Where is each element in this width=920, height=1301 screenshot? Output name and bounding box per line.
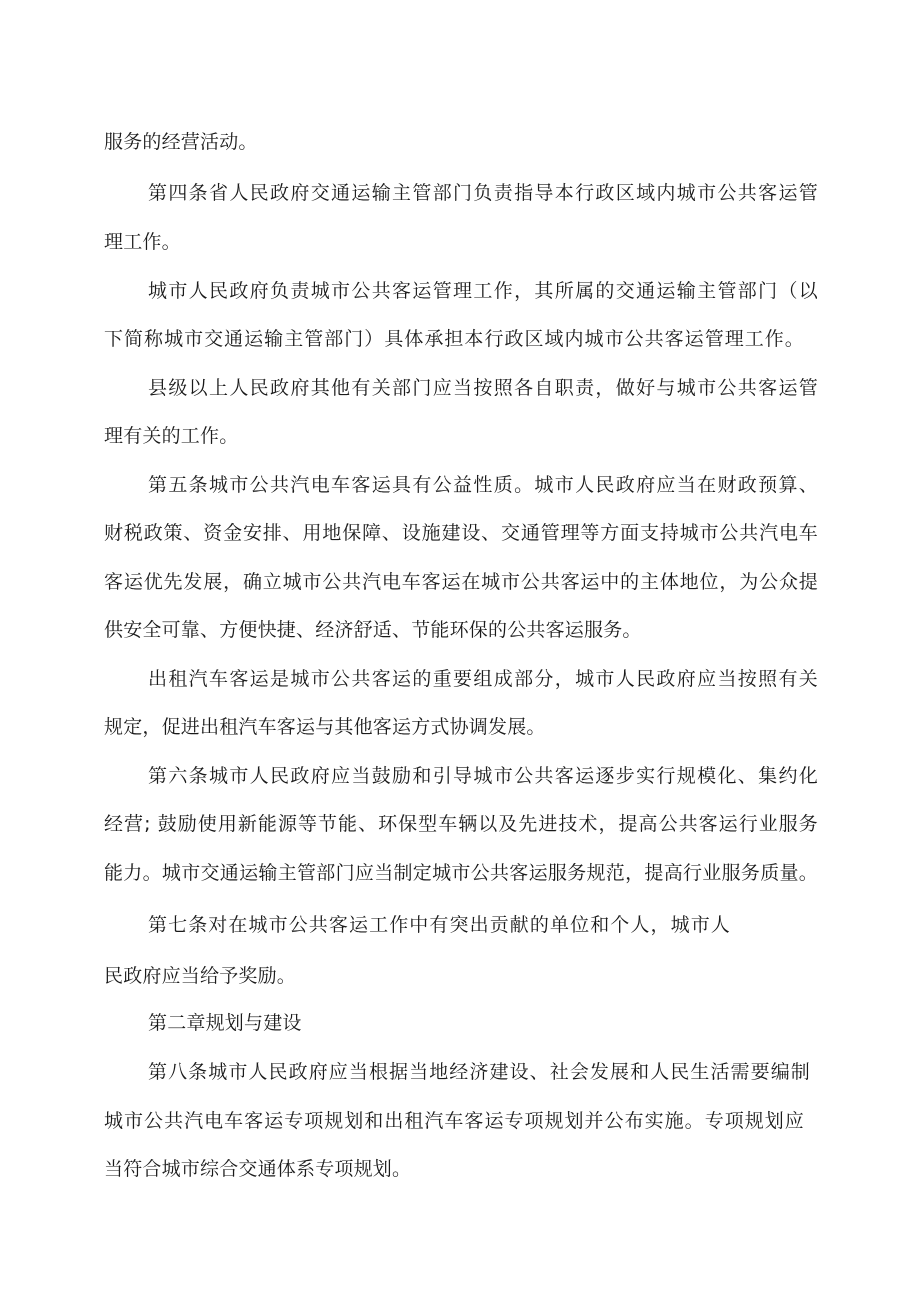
article-8-line: 第八条城市人民政府应当根据当地经济建设、社会发展和人民生活需要编制	[148, 1061, 810, 1083]
text-line: 城市公共汽电车客运专项规划和出租汽车客运专项规划并公布实施。专项规划应	[104, 1110, 804, 1132]
text-line: 服务的经营活动。	[104, 131, 258, 153]
text-line: 下简称城市交通运输主管部门）具体承担本行政区域内城市公共客运管理工作。	[104, 328, 804, 350]
text-line: 经营; 鼓励使用新能源等节能、环保型车辆以及先进技术，提高公共客运行业服务	[104, 813, 818, 835]
text-line: 财税政策、资金安排、用地保障、设施建设、交通管理等方面支持城市公共汽电车	[104, 522, 818, 544]
text-line: 理有关的工作。	[104, 425, 239, 447]
text-line: 供安全可靠、方便快捷、经济舒适、节能环保的公共客运服务。	[104, 619, 642, 641]
article-5-line: 第五条城市公共汽电车客运具有公益性质。城市人民政府应当在财政预算、	[148, 474, 818, 496]
text-line: 城市人民政府负责城市公共客运管理工作，其所属的交通运输主管部门（以	[148, 280, 818, 302]
text-line: 民政府应当给予奖励。	[104, 965, 297, 987]
text-line: 规定，促进出租汽车客运与其他客运方式协调发展。	[104, 716, 546, 738]
text-line: 客运优先发展，确立城市公共汽电车客运在城市公共客运中的主体地位，为公众提	[104, 571, 818, 593]
text-line: 理工作。	[104, 231, 181, 253]
text-line: 当符合城市综合交通体系专项规划。	[104, 1158, 412, 1180]
article-4-line: 第四条省人民政府交通运输主管部门负责指导本行政区域内城市公共客运管	[148, 182, 818, 204]
text-line: 县级以上人民政府其他有关部门应当按照各自职责，做好与城市公共客运管	[148, 377, 818, 399]
article-6-line: 第六条城市人民政府应当鼓励和引导城市公共客运逐步实行规模化、集约化	[148, 765, 818, 787]
text-line: 出租汽车客运是城市公共客运的重要组成部分，城市人民政府应当按照有关	[148, 668, 818, 690]
article-7-line: 第七条对在城市公共客运工作中有突出贡献的单位和个人，城市人	[148, 914, 730, 936]
chapter-heading: 第二章规划与建设	[148, 1012, 302, 1034]
text-line: 能力。城市交通运输主管部门应当制定城市公共客运服务规范，提高行业服务质量。	[104, 862, 818, 884]
